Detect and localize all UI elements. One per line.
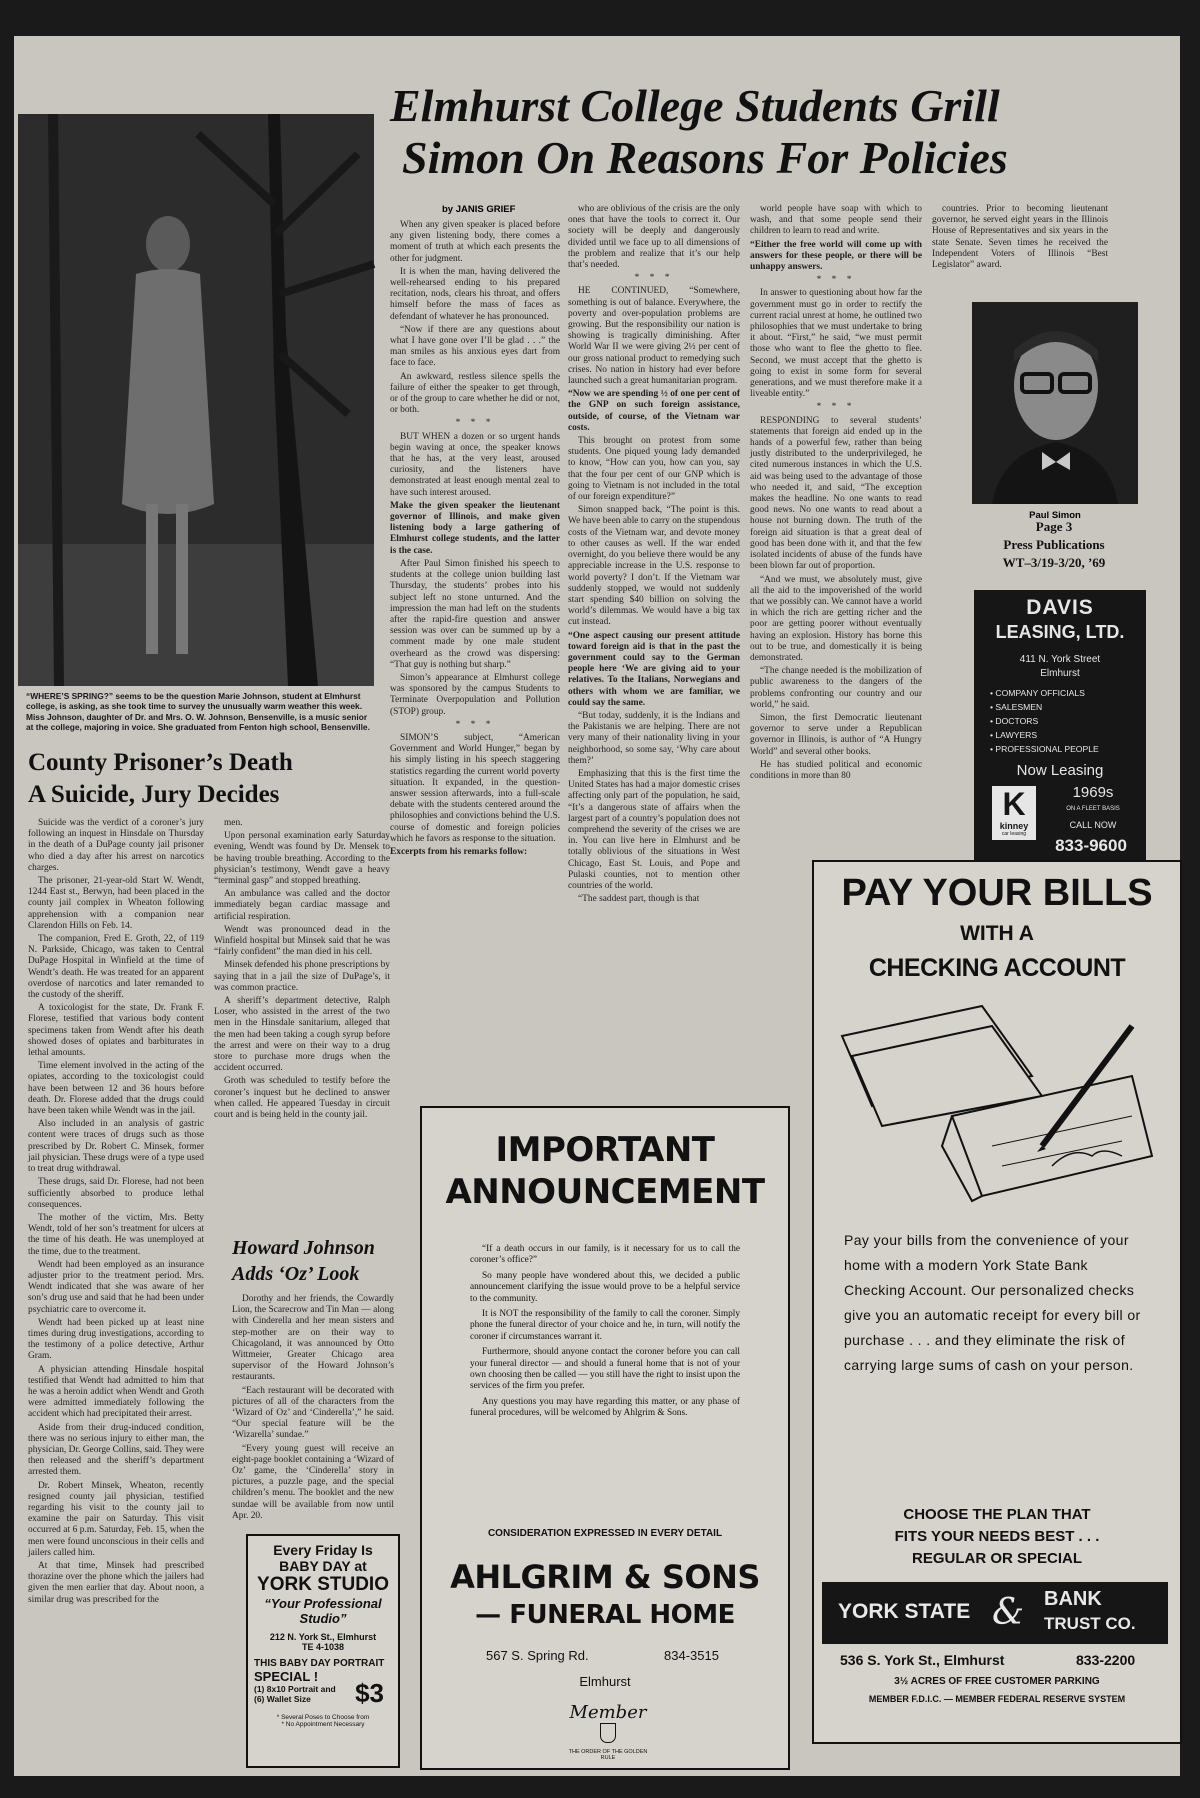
separator: * * * — [455, 418, 495, 429]
davis-item: • PROFESSIONAL PEOPLE — [990, 744, 1099, 754]
publication-name: Press Publications — [1003, 537, 1105, 552]
bank-headline2: WITH A — [960, 922, 1034, 945]
paragraph: In answer to questioning about how far the government must go in order to rectify the current racial unrest at home, he outlined two philosophies that we must undertake to bring it about. “First,” he said, “we must permit those who want to flee the ghetto to flee. Second, we must accept that the ghetto is going to exist in some form for several generations, and we must therefore make it a liveable entity.” — [750, 288, 922, 400]
studio-address: 212 N. York St., Elmhurst — [269, 1632, 377, 1642]
davis-logo — [992, 786, 1036, 840]
main-headline-line2: Simon On Reasons For Policies — [402, 132, 1008, 183]
paragraph: Suicide was the verdict of a coroner’s jury following an inquest in Hinsdale on Thursday in the death of a DuPage county jail prisoner who died a day after his arrest on narcotics charges. — [28, 818, 204, 873]
ahlgrim-name: AHLGRIM & SONS — [450, 1558, 760, 1596]
paragraph-bold: “Now we are spending ½ of one per cent of the GNP on such foreign assistance, outside, of course, of the Vietnam war costs. — [568, 389, 740, 433]
prisoner-col2 — [214, 818, 390, 1228]
bank-choose2: FITS YOUR NEEDS BEST . . . — [894, 1528, 1100, 1545]
paragraph: Simon snapped back, “The point is this. We have been able to carry on the stupendous costs of the Vietnam war, and devote money to other causes as well. If the war ended overnight, do you believe there would be any appreciable increase in the U.S. response to world poverty? I don’t. If the Vietnam war suddenly stopped, we would not suddenly start spending $40 billion on solving the world’s dilemmas. We would have a big tax cut instead. — [568, 505, 740, 628]
bank-ampersand: & — [992, 1592, 1025, 1633]
hojo-body — [232, 1294, 394, 1526]
main-headline-line1: Elmhurst College Students Grill — [390, 80, 1000, 131]
ahlgrim-subname: — FUNERAL HOME — [475, 1600, 735, 1630]
paragraph: Groth was scheduled to testify before the coroner’s inquest but he declined to answer when called. He appeared Tuesday in circuit court and is being held in the county jail. — [214, 1076, 390, 1121]
studio-phone: TE 4-1038 — [301, 1642, 345, 1652]
paragraph: men. — [224, 818, 243, 828]
paragraph: Any questions you may have regarding this matter, or any phase of funeral procedures, will be welcomed by Ahlgrim & Sons. — [470, 1396, 740, 1419]
bank-member: MEMBER F.D.I.C. — MEMBER FEDERAL RESERVE SYSTEM — [868, 1694, 1126, 1704]
studio-item1: (1) 8x10 Portrait and — [254, 1684, 336, 1694]
paragraph: SIMON’S subject, “American Government and World Hunger,” began by his simply listing in his speech staggering statistics regarding the current world poverty situation. It expanded, in the question-answer session afterwards, into a full-scale debate with the students centered around the philosophies and convictions behind the U.S. course of domestic and foreign policies which he favors as response to the situation. — [390, 732, 560, 844]
page-number: Page 3 — [1035, 519, 1073, 534]
checkbook-illustration — [832, 996, 1162, 1206]
bank-body: Pay your bills from the convenience of your home with a modern York State Bank Checking Account. Our personalized checks give you an automatic receipt for every bill or purchase . . . and they eliminate the risk of carrying large sums of cash on your person. — [844, 1232, 1141, 1373]
davis-city: Elmhurst — [1040, 668, 1080, 679]
paragraph: After Paul Simon finished his speech to students at the college union building last Thursday, the students’ probes into his subject left no stone unturned. And the impression the man had left on the students after the rapid-fire question and answer session was over can be summed up by a comment made by one male student overheard as the crowd was dispersing: “That guy is nothing but sharp.” — [390, 558, 560, 670]
paragraph: This brought on protest from some students. One piqued young lady demanded to know, “How can you, how can you, say that the four per cent of our GNP which is going to Vietnam is not included in the total of our foreign expenditure?” — [568, 436, 740, 503]
bank-name-left: YORK STATE — [838, 1600, 971, 1623]
ahlgrim-city: Elmhurst — [579, 1674, 631, 1689]
ahlgrim-ad — [420, 1106, 790, 1770]
studio-line3: YORK STUDIO — [257, 1574, 389, 1595]
bank-name-right1: BANK — [1044, 1588, 1102, 1610]
page-info — [954, 518, 1154, 572]
paragraph: The prisoner, 21-year-old Start W. Wendt, 1244 East st., Berwyn, had been placed in the county jail complex in Wheaton following apprehension with a companion near Clarendon Hills on Feb. 14. — [28, 876, 204, 931]
davis-items — [990, 686, 1146, 756]
studio-line2: BABY DAY at — [279, 1558, 367, 1574]
prisoner-headline-line1: County Prisoner’s Death — [28, 749, 293, 776]
main-story-col2 — [568, 204, 740, 1140]
main-story-col1 — [390, 220, 560, 857]
issue-date: WT–3/19-3/20, ’69 — [1002, 555, 1106, 570]
paragraph: So many people have wondered about this, we decided a public announcement clarifying the issue would prove to be a helpful service to the community. — [470, 1270, 740, 1304]
studio-item2: (6) Wallet Size — [254, 1694, 311, 1704]
paragraph: These drugs, said Dr. Florese, had not been sufficiently absorbed to produce lethal consequences. — [28, 1177, 204, 1210]
davis-item: • DOCTORS — [990, 716, 1039, 726]
ahlgrim-body — [470, 1244, 740, 1424]
davis-item: • COMPANY OFFICIALS — [990, 688, 1085, 698]
paragraph: An ambulance was called and the doctor immediately began cardiac massage and artificial respiration. — [214, 889, 390, 922]
paragraph: The mother of the victim, Mrs. Betty Wendt, told of her son’s treatment for ulcers at the time of his death. He was unemployed at the time, due to the treatment. — [28, 1212, 204, 1257]
kinney-k-icon: K — [1002, 786, 1026, 822]
shield-icon — [600, 1723, 616, 1743]
paragraph: who are oblivious of the crisis are the only ones that have the tools to correct it. Our society will be deeply and dangerously divided until we face up to all dimensions of the problem and realize that it’s our help that’s needed. — [568, 204, 740, 271]
newspaper-page — [14, 36, 1180, 1776]
paragraph: Dorothy and her friends, the Cowardly Lion, the Scarecrow and Tin Man — along with Cinderella and her mean sisters and step-mother are on their way to Chicagoland, it was announced by Otto Wittmeier, Greater Chicago area supervisor of the Howard Johnson’s restaurants. — [232, 1294, 394, 1383]
studio-promo2: SPECIAL ! — [254, 1669, 319, 1684]
paragraph: countries. Prior to becoming lieutenant governor, he served eight years in the Illinois House of Representatives and six years in the state Senate. Seven times he received the Independent Voters of Illinois “Best Legislator” award. — [932, 204, 1108, 271]
kinney-sub: car leasing — [1001, 831, 1027, 837]
paragraph: The companion, Fred E. Groth, 22, of 119 N. Parkside, Chicago, was taken to Central DuPage Hospital in Winfield at the time of Wendt’s death. He was treated for an apparent overdose of narcotics and later remanded to the custody of the sheriff. — [28, 934, 204, 1001]
paragraph: “The change needed is the mobilization of public awareness to the dangers of the problems confronting our country and our world,” he said. — [750, 666, 922, 710]
bank-phone: 833-2200 — [1076, 1652, 1136, 1668]
studio-note1: * Several Poses to Choose from — [276, 1714, 370, 1721]
separator: * * * — [455, 719, 495, 730]
paragraph: A physician attending Hinsdale hospital testified that Wendt had admitted to him that he was a heroin addict when Wendt and Groth were admitted immediately following the accident which had precipitated their arrest. — [28, 1364, 204, 1420]
davis-address: 411 N. York Street — [1019, 654, 1101, 665]
studio-line1: Every Friday Is — [273, 1542, 373, 1558]
bank-headline3: CHECKING ACCOUNT — [868, 954, 1126, 982]
bank-choose1: CHOOSE THE PLAN THAT — [903, 1506, 1091, 1523]
golden-rule-text: THE ORDER OF THE GOLDEN RULE — [568, 1749, 648, 1761]
photo-image — [18, 114, 374, 686]
item-label: COMPANY OFFICIALS — [995, 688, 1085, 698]
davis-leasing-ad — [974, 590, 1146, 886]
separator: * * * — [634, 273, 674, 284]
paragraph: It is when the man, having delivered the well-rehearsed ending to his prepared recitation, nods, clears his throat, and offers himself before the mass of faces as defendant of whatever he has pronounced. — [390, 266, 560, 322]
ahlgrim-phone: 834-3515 — [664, 1648, 719, 1663]
paragraph: At that time, Minsek had prescribed thorazine over the phone which the jailers had given the men earlier that day. About noon, a similar drug was prescribed for the — [28, 1561, 204, 1605]
ahlgrim-tagline: CONSIDERATION EXPRESSED IN EVERY DETAIL — [487, 1528, 723, 1539]
paragraph: A toxicologist for the state, Dr. Frank F. Florese, testified that various body content specimens taken from Wendt after his death showed doses of opiates and barbiturates in lethal amounts. — [28, 1003, 204, 1059]
davis-fleet: ON A FLEET BASIS — [1066, 806, 1120, 812]
paragraph: Wendt had been employed as an insurance adjuster prior to the treatment period. Mrs. Wendt indicated that she was aware of her son’s drug use and said that he had been under psychiatric care to overcome it. — [28, 1259, 204, 1315]
kinney-name: kinney — [999, 821, 1029, 831]
paragraph: “But today, suddenly, it is the Indians and the Pakistanis we are helping. There are not very many of their nationality living in your neighborhood, so some say, ‘Why care about them?’ — [568, 710, 740, 766]
davis-item: • SALESMEN — [990, 702, 1043, 712]
york-studio-ad — [246, 1534, 400, 1768]
paragraph: “And we must, we absolutely must, give all the aid to the impoverished of the world that we possibly can. We cannot have a world in which the rich are getting richer and the poor are getting poorer without eventually having an explosion. History has borne this out to be true, and domestically it is being demonstrated. — [750, 574, 922, 663]
studio-note2: * No Appointment Necessary — [281, 1721, 365, 1728]
paragraph: An awkward, restless silence spells the failure of either the speaker to get through, or of the group to care whether he did or not, or both. — [390, 371, 560, 416]
paragraph: Furthermore, should anyone contact the coroner before you can call your funeral director — and should a funeral home that is not of your own choosing then be called — you still have the right to insist upon the services of the firm you prefer. — [470, 1347, 740, 1392]
paragraph-bold: “Either the free world will come up with answers for these people, or there will be unhappy answers. — [750, 239, 922, 273]
bank-logo-bar — [822, 1582, 1168, 1644]
davis-year: 1969s — [1072, 784, 1114, 801]
bank-name-right2: TRUST CO. — [1044, 1614, 1136, 1633]
member-script: Member — [569, 1702, 647, 1723]
paragraph: He has studied political and economic conditions in more than 80 — [750, 759, 922, 781]
paragraph: “Each restaurant will be decorated with pictures of all of the characters from the ‘Wizard of Oz’ and ‘Cinderella’,” he said. “Our special feature will be the ‘Wizarella’ sundae.” — [232, 1385, 394, 1441]
paragraph: Upon personal examination early Saturday evening, Wendt was found by Dr. Mensek to be having trouble breathing. According to the physician’s testimony, Wendt gave a heavy “terminal gasp” and stopped breathing. — [214, 831, 390, 887]
paragraph: “Every young guest will receive an eight-page booklet containing a ‘Wizard of Oz’ game, the ‘Cinderella’ story in pictures, a puzzle page, and the special children’s menu. The booklet and the new sundae will be available from now until Apr. 20. — [232, 1443, 394, 1521]
paragraph: “Now if there are any questions about what I have gone over I’ll be glad . . .” the man smiles as his anxious eyes dart from face to face. — [390, 324, 560, 369]
paragraph-bold: Excerpts from his remarks follow: — [390, 846, 528, 857]
bank-choose3: REGULAR OR SPECIAL — [911, 1550, 1082, 1567]
paragraph: “The saddest part, though is that — [578, 894, 700, 905]
paragraph: “If a death occurs in our family, is it necessary for us to call the coroner’s office?” — [470, 1244, 740, 1266]
hojo-headline-line2: Adds ‘Oz’ Look — [232, 1263, 360, 1285]
paragraph: A sheriff’s department detective, Ralph Loser, who assisted in the arrest of the two men in the Hinsdale sanitarium, alleged that the men had been taking a cough syrup before the arrest and were on their way to a drug store to purchase more drugs when the accident occurred. — [214, 996, 390, 1074]
item-label: DOCTORS — [995, 716, 1039, 726]
prisoner-col1 — [28, 818, 204, 1776]
photo-caption: “WHERE’S SPRING?” seems to be the question Marie Johnson, student at Elmhurst college, is asking, as she took time to survey the unusually warm weather this week. Miss Johnson, daughter of Dr. and Mrs. O. W. Johnson, Bensenville, is a music senior at the college, majoring in voice. She graduated from Fenton high school, Bensenville. — [26, 691, 370, 733]
ahlgrim-title2: ANNOUNCEMENT — [445, 1172, 765, 1212]
paragraph: Minsek defended his phone prescriptions by saying that in a jail the size of DuPage’s, it was common practice. — [214, 960, 390, 993]
paragraph-bold: Make the given speaker the lieutenant governor of Illinois, and make given listening body a large gathering of Elmhurst college students, and the latter is the case. — [390, 500, 560, 556]
studio-price: $3 — [355, 1678, 384, 1708]
separator: * * * — [816, 275, 856, 286]
davis-phone: 833-9600 — [1055, 836, 1127, 855]
main-story-col4 — [932, 204, 1108, 288]
spring-photo — [18, 114, 374, 686]
bank-address: 536 S. York St., Elmhurst — [840, 1652, 1005, 1668]
paragraph: world people have soap with which to wash, and that some people send their children to learn to read and write. — [750, 204, 922, 237]
portrait-caption: Paul Simon — [1029, 510, 1081, 521]
paragraph: Aside from their drug-induced condition, there was no serious injury to either man, the physician, Dr. George Collins, said. They were then released and the sheriff’s department arrested them. — [28, 1422, 204, 1478]
bank-parking: 3½ ACRES OF FREE CUSTOMER PARKING — [894, 1676, 1100, 1687]
paragraph: HE CONTINUED, “Somewhere, something is out of balance. Everywhere, the poverty and over-population problems are growing. But the responsibility our nation is showing is tragically diminishing. After World War II we were giving 2½ per cent of our gross national product to remedying such crises. No nation in history had ever before launched such a great humanitarian program. — [568, 286, 740, 387]
paragraph: Emphasizing that this is the first time the United States has had a major domestic crises affecting only part of the population, he said, “It’s a dangerous state of affairs when the largest part of a country’s population does not comprehend the severity of the crises we are in. You can live here in Elmhurst and be totally oblivious of the situations in West Chicago, East St. Louis, and Pope and Pulaski counties, not to mention other countries of the world. — [568, 768, 740, 891]
separator: * * * — [816, 402, 856, 413]
studio-line4: “Your Professional — [264, 1596, 382, 1611]
studio-offer — [248, 1678, 398, 1714]
paragraph: BUT WHEN a dozen or so urgent hands begin waving at once, the speaker knows that he has, at the very least, aroused curiosity, and the listeners have demonstrated at least enough mental zeal to have such interest aroused. — [390, 431, 560, 498]
davis-name-2: LEASING, LTD. — [995, 622, 1125, 642]
paragraph: RESPONDING to several students’ statements that foreign aid ended up in the hands of a powerful few, rather than being justly distributed to the underprivileged, he cited numerous instances in which the U.S. aid was being used to the advantage of those who needed it, and said, “The exception makes the headline. No one wants to read good news. No one wants to read about a house not burning down. The truth of the foreign aid situation is that a great deal of good has been done with it, and that the few isolated incidents of abuse of the funds have been blown far out of proportion. — [750, 415, 922, 572]
paragraph: Wendt had been picked up at least nine times during drug investigations, according to the testimony of a police detective, Arthur Gram. — [28, 1317, 204, 1362]
main-byline: by JANIS GRIEF — [442, 204, 516, 215]
item-label: PROFESSIONAL PEOPLE — [995, 744, 1099, 754]
paul-simon-portrait — [972, 302, 1138, 504]
portrait-image — [972, 302, 1138, 504]
prisoner-headline-line2: A Suicide, Jury Decides — [28, 781, 280, 808]
hojo-headline-line1: Howard Johnson — [232, 1237, 375, 1259]
paragraph: When any given speaker is placed before any given listening body, there comes a moment of truth at which each presents the other for judgment. — [390, 220, 560, 264]
paragraph: Time element involved in the acting of the opiates, according to the toxicologist could have been between 12 and 36 hours before death. Dr. Florese added that the drugs could have been taken while Wendt was in the jail. — [28, 1061, 204, 1117]
york-state-bank-ad — [812, 860, 1182, 1744]
item-label: LAWYERS — [995, 730, 1038, 740]
davis-item: • LAWYERS — [990, 730, 1038, 740]
davis-call-now: CALL NOW — [1069, 820, 1117, 830]
paragraph: It is NOT the responsibility of the family to call the coroner. Simply phone the funeral director of your choice and he, in turn, will notify the coroner if circumstances warrant it. — [470, 1309, 740, 1342]
item-label: SALESMEN — [995, 702, 1043, 712]
paragraph: Wendt was pronounced dead in the Winfield hospital but Minsek said that he was “fairly confident” the man died in his cell. — [214, 924, 390, 958]
paragraph-bold: “One aspect causing our present attitude toward foreign aid is that in the past the government could say to the German people here ‘We are giving aid to your relatives. To the Italians, Norwegians and others with whom we are familiar, we could say the same. — [568, 630, 740, 708]
ahlgrim-address: 567 S. Spring Rd. — [486, 1648, 589, 1663]
paragraph: Simon, the first Democratic lieutenant governor to serve under a Republican governor in Illinois, is author of “A Hungry World” and several other books. — [750, 712, 922, 757]
paragraph: Simon’s appearance at Elmhurst college was sponsored by the campus Students to Terminate Overpopulation and Pollution (STOP) group. — [390, 672, 560, 717]
paragraph: Also included in an analysis of gastric content were traces of drugs such as those prescribed by Dr. Robert C. Minsek, former jail physician. These drugs were of a type used to treat drug withdrawal. — [28, 1119, 204, 1175]
ahlgrim-title1: IMPORTANT — [495, 1130, 715, 1170]
davis-now-leasing: Now Leasing — [1016, 762, 1104, 779]
bank-headline1: PAY YOUR BILLS — [841, 872, 1153, 914]
studio-promo1: THIS BABY DAY PORTRAIT — [254, 1658, 385, 1669]
golden-rule-emblem — [568, 1702, 648, 1761]
paragraph: Dr. Robert Minsek, Wheaton, recently resigned county jail physician, testified regarding his visit to the county jail to examine the pair on Saturday. This visit occurred at 6 p.m. Saturday, Feb. 15, when the men were found unconscious in their cells and jailers called him. — [28, 1480, 204, 1558]
studio-line5: Studio” — [299, 1611, 347, 1626]
davis-name-1: DAVIS — [1026, 596, 1094, 619]
